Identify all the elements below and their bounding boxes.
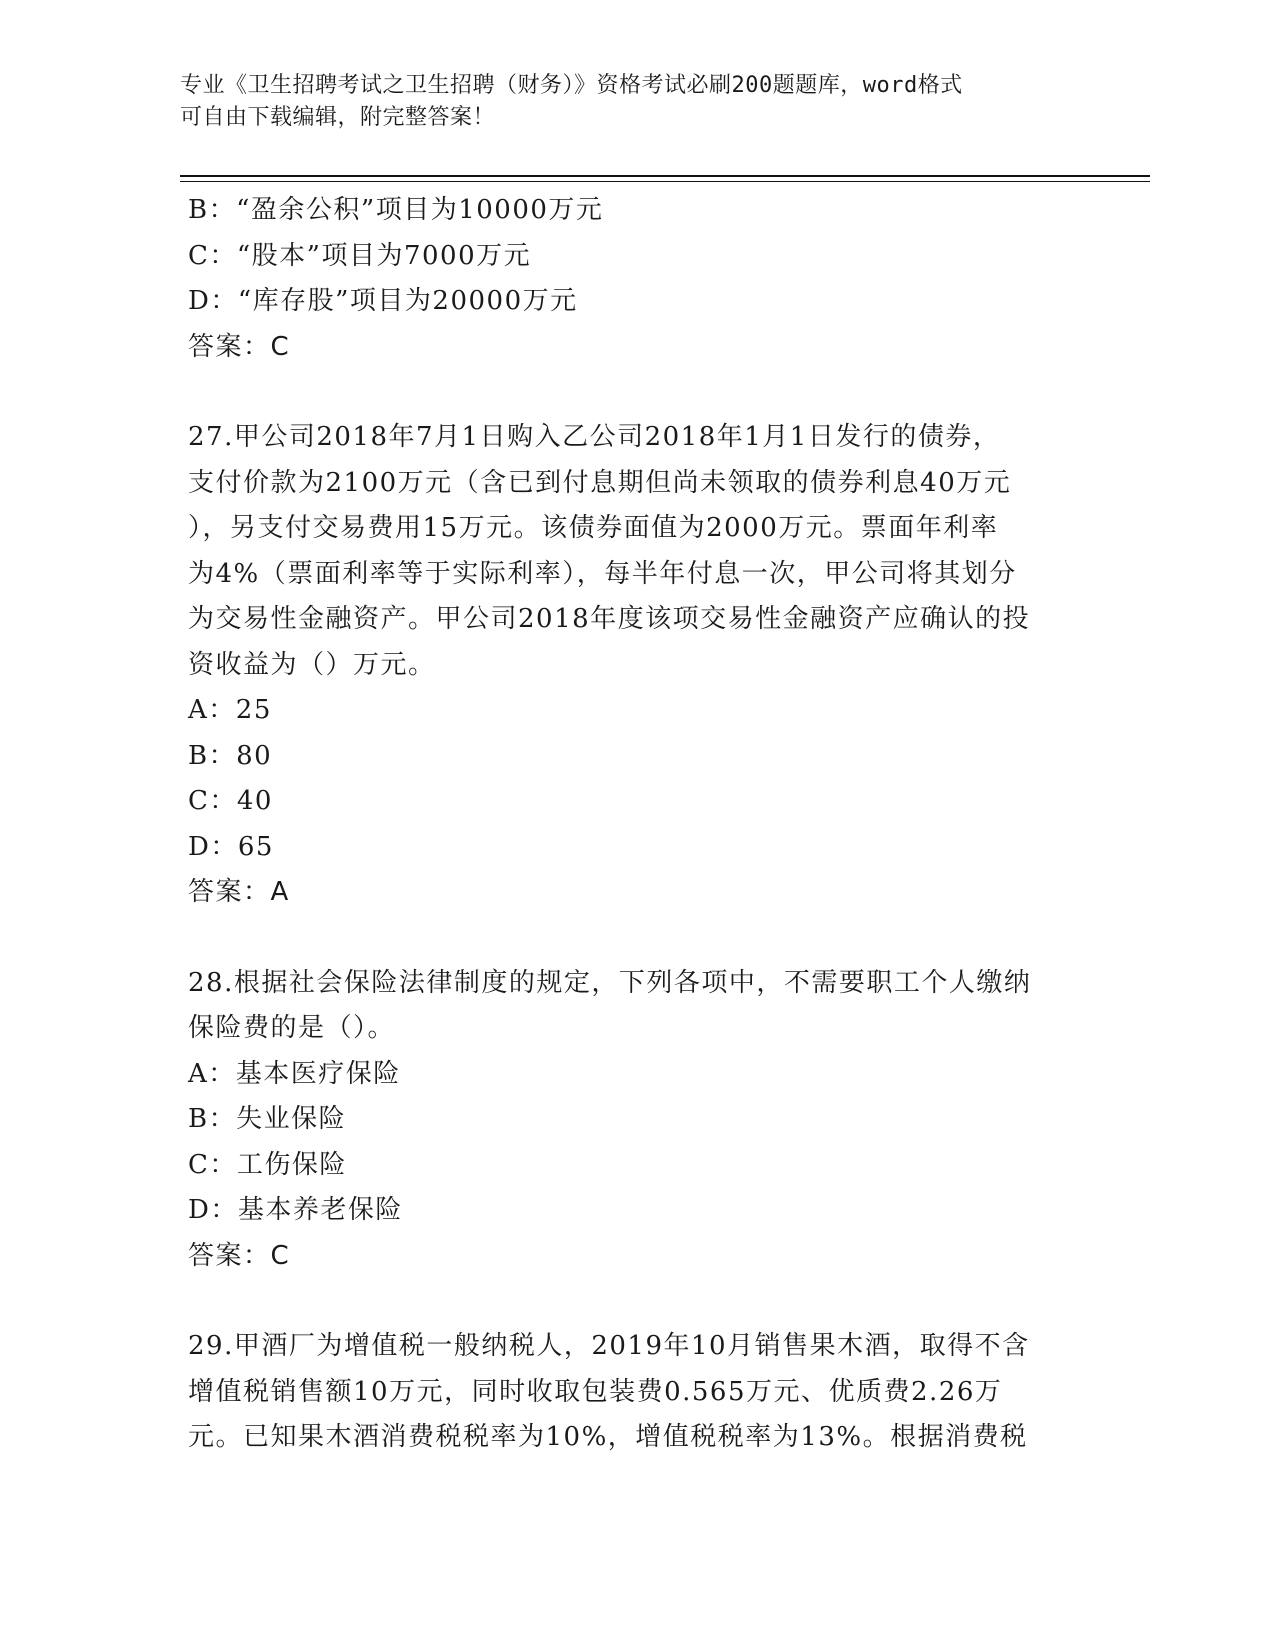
option-c: C：40 <box>188 786 273 816</box>
question-stem-line: 29.甲酒厂为增值税一般纳税人，2019年10月销售果木酒，取得不含 <box>188 1331 1030 1361</box>
question-26 <box>188 188 1068 370</box>
question-stem-line: 为4%（票面利率等于实际利率），每半年付息一次，甲公司将其划分 <box>188 558 1017 589</box>
header-line-2: 可自由下载编辑，附完整答案！ <box>180 105 496 130</box>
option-c: C：“股本”项目为7000万元 <box>188 240 532 271</box>
question-28 <box>188 961 1068 1280</box>
question-spacer <box>188 1279 1068 1324</box>
option-b: B：“盈余公积”项目为10000万元 <box>188 195 604 225</box>
question-stem-line: 增值税销售额10万元，同时收取包装费0.565万元、优质费2.26万 <box>188 1376 1003 1407</box>
header-divider-thin <box>180 181 1150 182</box>
option-d: D：基本养老保险 <box>188 1195 403 1225</box>
question-stem-line: 保险费的是（）。 <box>188 1013 396 1043</box>
option-c: C：工伤保险 <box>188 1149 347 1180</box>
option-b: B：失业保险 <box>188 1104 347 1134</box>
header-divider-thick <box>180 175 1150 177</box>
answer-line: 答案：A <box>188 877 290 907</box>
document-header <box>180 70 1080 134</box>
question-stem-line: 支付价款为2100万元（含已到付息期但尚未领取的债券利息40万元 <box>188 467 1012 498</box>
option-d: D：65 <box>188 831 274 862</box>
question-stem-line: ），另支付交易费用15万元。该债券面值为2000万元。票面年利率 <box>188 513 999 543</box>
document-body <box>188 188 1068 1461</box>
question-29 <box>188 1324 1068 1461</box>
question-stem-line: 27.甲公司2018年7月1日购入乙公司2018年1月1日发行的债券， <box>188 422 1001 452</box>
question-stem-line: 28.根据社会保险法律制度的规定，下列各项中，不需要职工个人缴纳 <box>188 967 1032 998</box>
option-b: B：80 <box>188 740 273 771</box>
answer-line: 答案：C <box>188 331 291 362</box>
option-a: A：25 <box>188 695 272 725</box>
answer-line: 答案：C <box>188 1240 291 1271</box>
question-spacer <box>188 370 1068 415</box>
option-a: A：基本医疗保险 <box>188 1058 401 1089</box>
question-stem-line: 资收益为（）万元。 <box>188 649 436 680</box>
header-line-1: 专业《卫生招聘考试之卫生招聘（财务）》资格考试必刷200题题库，word格式 <box>180 73 963 98</box>
option-d: D：“库存股”项目为20000万元 <box>188 286 578 316</box>
question-stem-line: 为交易性金融资产。甲公司2018年度该项交易性金融资产应确认的投 <box>188 604 1031 634</box>
question-stem-line: 元。已知果木酒消费税税率为10%，增值税税率为13%。根据消费税 <box>188 1422 1028 1452</box>
question-spacer <box>188 916 1068 961</box>
question-27 <box>188 415 1068 916</box>
